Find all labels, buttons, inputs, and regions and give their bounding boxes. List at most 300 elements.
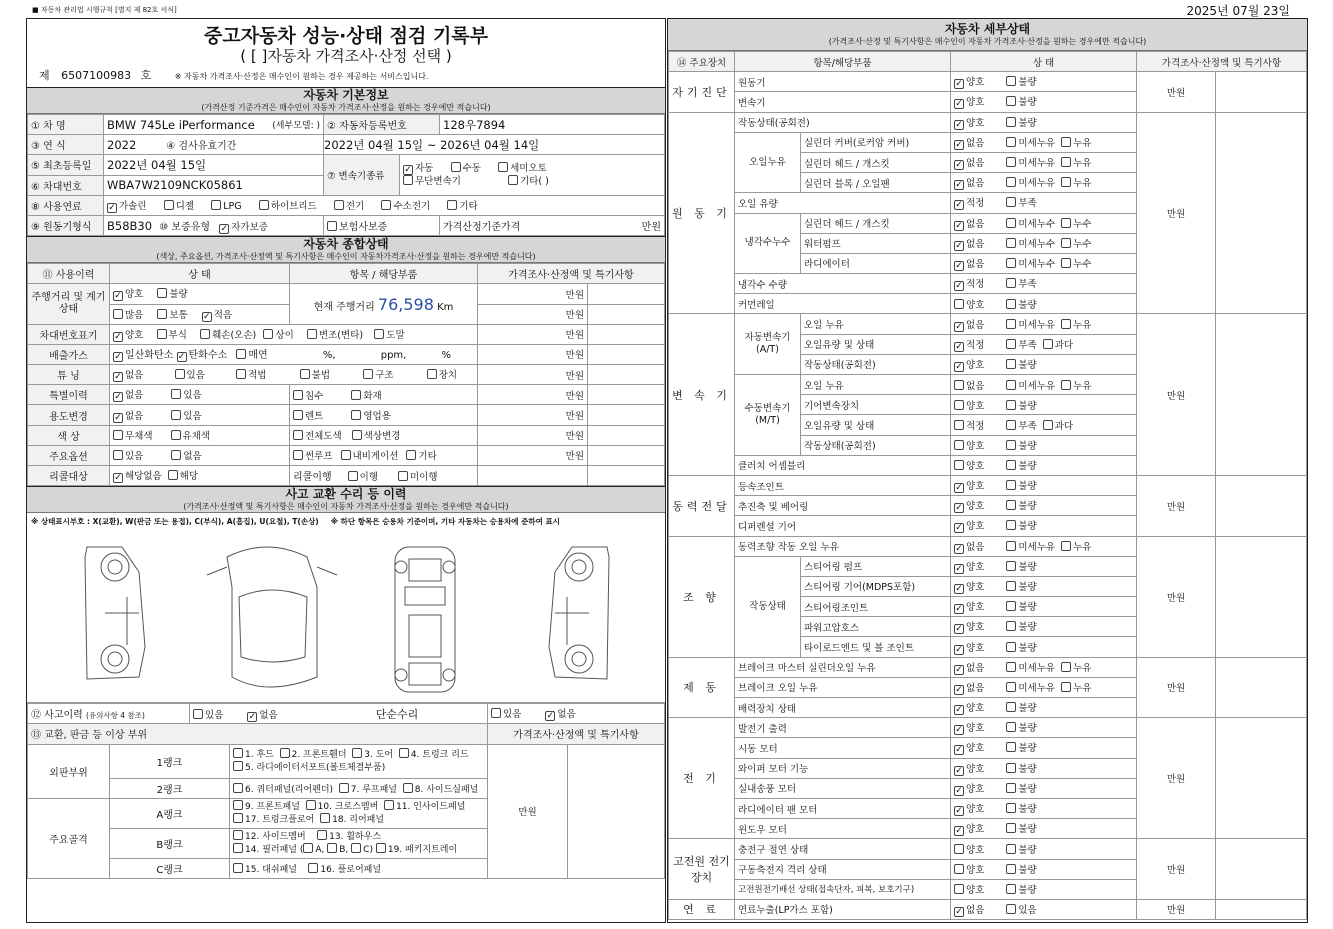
checkbox-icon[interactable] (1006, 783, 1016, 793)
opt: 10. 크로스멤버 (317, 802, 379, 813)
checkbox-icon[interactable] (1006, 884, 1016, 894)
checkbox-icon[interactable] (219, 224, 229, 234)
checkbox-icon[interactable] (171, 430, 181, 440)
checkbox-icon[interactable] (1006, 662, 1016, 672)
status-option: 누유 (1073, 682, 1092, 694)
checkbox-icon[interactable] (236, 369, 246, 379)
checkbox-icon[interactable] (303, 843, 313, 853)
checkbox-icon[interactable] (211, 200, 221, 210)
checkbox-icon[interactable] (954, 745, 964, 755)
checkbox-icon[interactable] (113, 372, 123, 382)
checkbox-icon[interactable] (1061, 177, 1071, 187)
checkbox-icon[interactable] (1043, 339, 1053, 349)
checkbox-icon[interactable] (954, 200, 964, 210)
price-note-cell[interactable] (1216, 657, 1307, 718)
checkbox-icon[interactable] (233, 761, 243, 771)
checkbox-icon[interactable] (954, 584, 964, 594)
checkbox-icon[interactable] (1006, 500, 1016, 510)
checkbox-icon[interactable] (1006, 380, 1016, 390)
checkbox-icon[interactable] (954, 725, 964, 735)
checkbox-icon[interactable] (1006, 319, 1016, 329)
checkbox-icon[interactable] (954, 440, 964, 450)
price-note-cell[interactable] (1216, 112, 1307, 314)
checkbox-icon[interactable] (1061, 541, 1071, 551)
checkbox-icon[interactable] (1006, 420, 1016, 430)
checkbox-icon[interactable] (954, 806, 964, 816)
checkbox-icon[interactable] (954, 864, 964, 874)
status-option: 미세누유 (1018, 380, 1056, 392)
checkbox-icon[interactable] (954, 645, 964, 655)
status-option: 양호 (966, 441, 985, 453)
recall-do-label: 리콜이행 (293, 472, 332, 484)
checkbox-icon[interactable] (399, 748, 409, 758)
checkbox-icon[interactable] (107, 203, 117, 213)
detail-row (669, 314, 1307, 334)
opt: 탄화수소 (188, 350, 228, 362)
checkbox-icon[interactable] (954, 299, 964, 309)
detail-item: 워터펌프 (801, 233, 951, 253)
detail-status (951, 738, 1137, 758)
checkbox-icon[interactable] (1006, 480, 1016, 490)
checkbox-icon[interactable] (113, 450, 123, 460)
opt: 13. 휠하우스 (329, 832, 382, 843)
checkbox-icon[interactable] (1006, 702, 1016, 712)
checkbox-icon[interactable] (954, 221, 964, 231)
checkbox-icon[interactable] (171, 389, 181, 399)
detail-item: 스티어링 펌프 (801, 556, 951, 576)
status-option: 불량 (1018, 763, 1037, 775)
opt: 장치 (438, 370, 458, 382)
checkbox-icon[interactable] (954, 503, 964, 513)
detail-status (951, 92, 1137, 112)
checkbox-icon[interactable] (157, 329, 167, 339)
checkbox-icon[interactable] (171, 410, 181, 420)
checkbox-icon[interactable] (1006, 601, 1016, 611)
usage-label: 용도변경 (28, 405, 110, 425)
detail-status (951, 778, 1137, 798)
checkbox-icon[interactable] (1061, 137, 1071, 147)
checkbox-icon[interactable] (954, 362, 964, 372)
opt: 있음 (503, 709, 522, 721)
checkbox-icon[interactable] (352, 748, 362, 758)
status-option: 없음 (966, 682, 985, 694)
overall-header (27, 236, 665, 263)
checkbox-icon[interactable] (300, 369, 310, 379)
checkbox-icon[interactable] (1006, 157, 1016, 167)
checkbox-icon[interactable] (280, 748, 290, 758)
checkbox-icon[interactable] (954, 380, 964, 390)
checkbox-icon[interactable] (113, 413, 123, 423)
opt: 5. 라디에이터서포트(볼트체결부품) (245, 763, 386, 774)
checkbox-icon[interactable] (406, 450, 416, 460)
status-option: 불량 (1018, 824, 1037, 836)
detail-item: 기어변속장치 (801, 395, 951, 415)
checkbox-icon[interactable] (1006, 642, 1016, 652)
opt: 부식 (168, 329, 187, 341)
checkbox-icon[interactable] (113, 309, 123, 319)
checkbox-icon[interactable] (954, 705, 964, 715)
detail-item: 오일유량 및 상태 (801, 334, 951, 354)
checkbox-icon[interactable] (233, 748, 243, 758)
detail-status (951, 314, 1137, 334)
checkbox-icon[interactable] (1006, 339, 1016, 349)
checkbox-icon[interactable] (233, 863, 243, 873)
warranty-opt-2-cell (324, 215, 440, 235)
checkbox-icon[interactable] (403, 783, 413, 793)
checkbox-icon[interactable] (508, 175, 518, 185)
checkbox-icon[interactable] (954, 99, 964, 109)
sub-group-label: 수동변속기 (M/T) (735, 375, 801, 456)
basic-info-title: 자동차 기본정보 (303, 88, 389, 102)
detail-item: 타이로드엔드 및 볼 조인트 (801, 637, 951, 657)
checkbox-icon[interactable] (1006, 460, 1016, 470)
checkbox-icon[interactable] (175, 369, 185, 379)
checkbox-icon[interactable] (113, 352, 123, 362)
checkbox-icon[interactable] (157, 309, 167, 319)
detail-status (951, 576, 1137, 596)
detail-item: 실린더 헤드 / 개스킷 (801, 213, 951, 233)
checkbox-icon[interactable] (1061, 238, 1071, 248)
checkbox-icon[interactable] (1061, 258, 1071, 268)
checkbox-icon[interactable] (1006, 541, 1016, 551)
checkbox-icon[interactable] (306, 800, 316, 810)
checkbox-icon[interactable] (1061, 662, 1071, 672)
checkbox-icon[interactable] (381, 200, 391, 210)
col-status: 상 태 (951, 52, 1137, 72)
checkbox-icon[interactable] (954, 685, 964, 695)
opt: 내비게이션 (352, 451, 399, 463)
vin-label: ⑥ 차대번호 (28, 175, 104, 195)
checkbox-icon[interactable] (398, 471, 408, 481)
checkbox-icon[interactable] (233, 843, 243, 853)
rankC-parts (230, 858, 488, 878)
opt: 색상변경 (363, 431, 401, 443)
checkbox-icon[interactable] (954, 665, 964, 675)
rankC-label: C랭크 (110, 858, 230, 878)
checkbox-icon[interactable] (1006, 823, 1016, 833)
checkbox-icon[interactable] (348, 471, 358, 481)
opt: 훼손(오손) (212, 329, 257, 341)
checkbox-icon[interactable] (1006, 117, 1016, 127)
checkbox-icon[interactable] (451, 162, 461, 172)
checkbox-icon[interactable] (263, 329, 273, 339)
acc-note: (유의사항 4 참조) (86, 711, 145, 721)
detail-item: 라디에이터 팬 모터 (735, 798, 951, 818)
sub-group-label: 냉각수누수 (735, 213, 801, 274)
checkbox-icon[interactable] (1006, 76, 1016, 86)
reg-no-label: ② 자동차등록번호 (324, 115, 440, 135)
checkbox-icon[interactable] (233, 830, 243, 840)
checkbox-icon[interactable] (293, 430, 303, 440)
status-option: 불량 (1018, 581, 1037, 593)
opt: 영업용 (363, 411, 391, 423)
checkbox-icon[interactable] (1006, 722, 1016, 732)
checkbox-icon[interactable] (1006, 581, 1016, 591)
money: 만원 (488, 744, 568, 878)
price-note-cell[interactable] (1216, 314, 1307, 476)
recall-label: 리콜대상 (28, 466, 110, 486)
fuel-opt: LPG (223, 200, 242, 212)
checkbox-icon[interactable] (308, 863, 318, 873)
checkbox-icon[interactable] (954, 180, 964, 190)
detail-item: 라디에이터 (801, 253, 951, 273)
checkbox-icon[interactable] (293, 410, 303, 420)
status-option: 양호 (966, 117, 985, 129)
checkbox-icon[interactable] (403, 175, 413, 185)
checkbox-icon[interactable] (317, 830, 327, 840)
checkbox-icon[interactable] (307, 329, 317, 339)
checkbox-icon[interactable] (247, 712, 257, 722)
checkbox-icon[interactable] (1006, 803, 1016, 813)
unit: % (441, 350, 452, 362)
checkbox-icon[interactable] (113, 332, 123, 342)
opt: 미이행 (410, 472, 438, 484)
detail-item: 실내송풍 모터 (735, 778, 951, 798)
opt: 16. 플로어패널 (320, 864, 382, 875)
status-option: 양호 (966, 501, 985, 513)
checkbox-icon[interactable] (341, 450, 351, 460)
checkbox-icon[interactable] (1006, 96, 1016, 106)
checkbox-icon[interactable] (327, 221, 337, 231)
detail-item: 파워고압호스 (801, 617, 951, 637)
checkbox-icon[interactable] (954, 604, 964, 614)
checkbox-icon[interactable] (954, 544, 964, 554)
detail-item: 발전기 출력 (735, 718, 951, 738)
detail-status (951, 536, 1137, 556)
opt: 있음 (183, 390, 202, 402)
price-note-cell[interactable] (1216, 718, 1307, 839)
mileage-value: 76,598 (377, 294, 434, 314)
detail-status (951, 253, 1137, 273)
checkbox-icon[interactable] (403, 165, 413, 175)
rank1-parts (230, 744, 488, 778)
detail-status (951, 879, 1137, 899)
checkbox-icon[interactable] (1006, 177, 1016, 187)
checkbox-icon[interactable] (339, 783, 349, 793)
checkbox-icon[interactable] (1006, 763, 1016, 773)
checkbox-icon[interactable] (954, 261, 964, 271)
checkbox-icon[interactable] (1006, 137, 1016, 147)
checkbox-icon[interactable] (954, 766, 964, 776)
status-option: 미세누유 (1018, 158, 1056, 170)
checkbox-icon[interactable] (233, 783, 243, 793)
detail-item: 등속조인트 (735, 475, 951, 495)
price-note-cell[interactable] (1216, 72, 1307, 112)
checkbox-icon[interactable] (293, 450, 303, 460)
checkbox-icon[interactable] (1006, 904, 1016, 914)
status-option: 누유 (1073, 380, 1092, 392)
checkbox-icon[interactable] (427, 369, 437, 379)
checkbox-icon[interactable] (113, 430, 123, 440)
checkbox-icon[interactable] (1061, 682, 1071, 692)
price-note-cell[interactable] (1216, 475, 1307, 536)
parts-label: ⑬ 교환, 판금 등 이상 부위 (28, 724, 488, 744)
checkbox-icon[interactable] (498, 162, 508, 172)
checkbox-icon[interactable] (1006, 561, 1016, 571)
checkbox-icon[interactable] (1006, 299, 1016, 309)
checkbox-icon[interactable] (1006, 864, 1016, 874)
checkbox-icon[interactable] (954, 120, 964, 130)
checkbox-icon[interactable] (954, 786, 964, 796)
checkbox-icon[interactable] (954, 624, 964, 634)
detail-item: 작동상태(공회전) (801, 435, 951, 455)
car-left-side-diagram (85, 547, 145, 679)
checkbox-icon[interactable] (157, 288, 167, 298)
checkbox-icon[interactable] (236, 349, 246, 359)
checkbox-icon[interactable] (954, 523, 964, 533)
detail-status (951, 415, 1137, 435)
checkbox-icon[interactable] (1006, 440, 1016, 450)
detail-status (951, 819, 1137, 839)
checkbox-icon[interactable] (374, 329, 384, 339)
detail-status (951, 193, 1137, 213)
year-cell (104, 135, 324, 155)
checkbox-icon[interactable] (177, 352, 187, 362)
checkbox-icon[interactable] (1006, 520, 1016, 530)
checkbox-icon[interactable] (954, 420, 964, 430)
opt: 많음 (125, 309, 144, 321)
title-block (27, 19, 665, 87)
checkbox-icon[interactable] (352, 430, 362, 440)
checkbox-icon[interactable] (954, 140, 964, 150)
device-group-label: 제 동 (669, 657, 735, 718)
checkbox-icon[interactable] (193, 709, 203, 719)
opt: 없음 (259, 709, 278, 721)
status-option: 불량 (1018, 501, 1037, 513)
checkbox-icon[interactable] (954, 907, 964, 917)
opt: 해당없음 (125, 471, 162, 483)
price-note-cell[interactable] (1216, 899, 1307, 919)
checkbox-icon[interactable] (363, 369, 373, 379)
money: 만원 (1137, 657, 1216, 718)
checkbox-icon[interactable] (168, 470, 178, 480)
checkbox-icon[interactable] (954, 281, 964, 291)
checkbox-icon[interactable] (954, 79, 964, 89)
checkbox-icon[interactable] (351, 390, 361, 400)
checkbox-icon[interactable] (954, 884, 964, 894)
rank1-label: 1랭크 (110, 744, 230, 778)
checkbox-icon[interactable] (491, 708, 501, 718)
checkbox-icon[interactable] (1061, 380, 1071, 390)
checkbox-icon[interactable] (259, 200, 269, 210)
price-note-cell[interactable] (1216, 536, 1307, 657)
checkbox-icon[interactable] (1006, 400, 1016, 410)
car-name-label: ① 차 명 (28, 115, 104, 135)
first-reg: 2022년 04월 15일 (104, 155, 324, 175)
checkbox-icon[interactable] (1061, 319, 1071, 329)
checkbox-icon[interactable] (320, 813, 330, 823)
checkbox-icon[interactable] (545, 711, 555, 721)
status-option: 양호 (966, 622, 985, 634)
checkbox-icon[interactable] (171, 450, 181, 460)
checkbox-icon[interactable] (954, 160, 964, 170)
history-opts-2 (290, 385, 478, 405)
checkbox-icon[interactable] (1006, 682, 1016, 692)
fuel-label: ⑧ 사용연료 (28, 195, 104, 215)
document-date: 2025년 07월 23일 (1186, 4, 1290, 18)
checkbox-icon[interactable] (164, 200, 174, 210)
checkbox-icon[interactable] (334, 200, 344, 210)
checkbox-icon[interactable] (1061, 157, 1071, 167)
checkbox-icon[interactable] (113, 392, 123, 402)
detail-item: 디퍼렌셜 기어 (735, 516, 951, 536)
status-option: 누수 (1073, 238, 1092, 250)
checkbox-icon[interactable] (384, 800, 394, 810)
tuning-opts (110, 365, 478, 385)
checkbox-icon[interactable] (447, 200, 457, 210)
checkbox-icon[interactable] (1006, 218, 1016, 228)
status-option: 없음 (966, 218, 985, 230)
status-option: 양호 (966, 461, 985, 473)
checkbox-icon[interactable] (954, 483, 964, 493)
detail-item: 동력조향 작동 오일 누유 (735, 536, 951, 556)
checkbox-icon[interactable] (351, 410, 361, 420)
fuel-opt: 전기 (345, 200, 365, 212)
checkbox-icon[interactable] (954, 844, 964, 854)
status-option: 미세누유 (1018, 541, 1056, 553)
checkbox-icon[interactable] (202, 312, 212, 322)
opt: 7. 루프패널 (350, 784, 398, 795)
checkbox-icon[interactable] (954, 826, 964, 836)
checkbox-icon[interactable] (1006, 278, 1016, 288)
checkbox-icon[interactable] (1043, 420, 1053, 430)
checkbox-icon[interactable] (327, 843, 337, 853)
checkbox-icon[interactable] (233, 800, 243, 810)
checkbox-icon[interactable] (954, 241, 964, 251)
detail-item: 브레이크 마스터 실린더오일 누유 (735, 657, 951, 677)
checkbox-icon[interactable] (113, 473, 123, 483)
checkbox-icon[interactable] (113, 291, 123, 301)
checkbox-icon[interactable] (1006, 621, 1016, 631)
checkbox-icon[interactable] (376, 843, 386, 853)
detail-row (669, 899, 1307, 919)
detail-status (951, 455, 1137, 475)
emission-opts (110, 344, 478, 364)
checkbox-icon[interactable] (1006, 238, 1016, 248)
checkbox-icon[interactable] (351, 843, 361, 853)
checkbox-icon[interactable] (233, 813, 243, 823)
trans-opt-semi: 세미오토 (510, 163, 547, 175)
checkbox-icon[interactable] (954, 564, 964, 574)
checkbox-icon[interactable] (954, 342, 964, 352)
car-diagram (27, 527, 666, 703)
detail-note: (가격조사·산정 및 특기사항은 매수인이 자동차 가격조사·산정을 원하는 경우에만 적습니다) (828, 37, 1147, 46)
detail-status (951, 899, 1137, 919)
status-option: 부족 (1018, 279, 1037, 291)
accident-table (27, 703, 665, 879)
mileage-opts-2 (110, 304, 290, 324)
mileage-label: 주행거리 및 계기상태 (28, 284, 110, 324)
price-note-cell[interactable] (1216, 839, 1307, 900)
checkbox-icon[interactable] (954, 460, 964, 470)
detail-status (951, 132, 1137, 152)
checkbox-icon[interactable] (1006, 258, 1016, 268)
checkbox-icon[interactable] (1006, 359, 1016, 369)
device-group-label: 조 향 (669, 536, 735, 657)
col-usage: ⑪ 사용이력 (28, 264, 110, 284)
checkbox-icon[interactable] (954, 400, 964, 410)
status-option: 양호 (966, 783, 985, 795)
checkbox-icon[interactable] (293, 390, 303, 400)
detail-row (669, 72, 1307, 92)
checkbox-icon[interactable] (1006, 844, 1016, 854)
checkbox-icon[interactable] (1006, 742, 1016, 752)
checkbox-icon[interactable] (1061, 218, 1071, 228)
checkbox-icon[interactable] (200, 329, 210, 339)
checkbox-icon[interactable] (1006, 197, 1016, 207)
device-group-label: 동력전달 (669, 475, 735, 536)
checkbox-icon[interactable] (954, 322, 964, 332)
